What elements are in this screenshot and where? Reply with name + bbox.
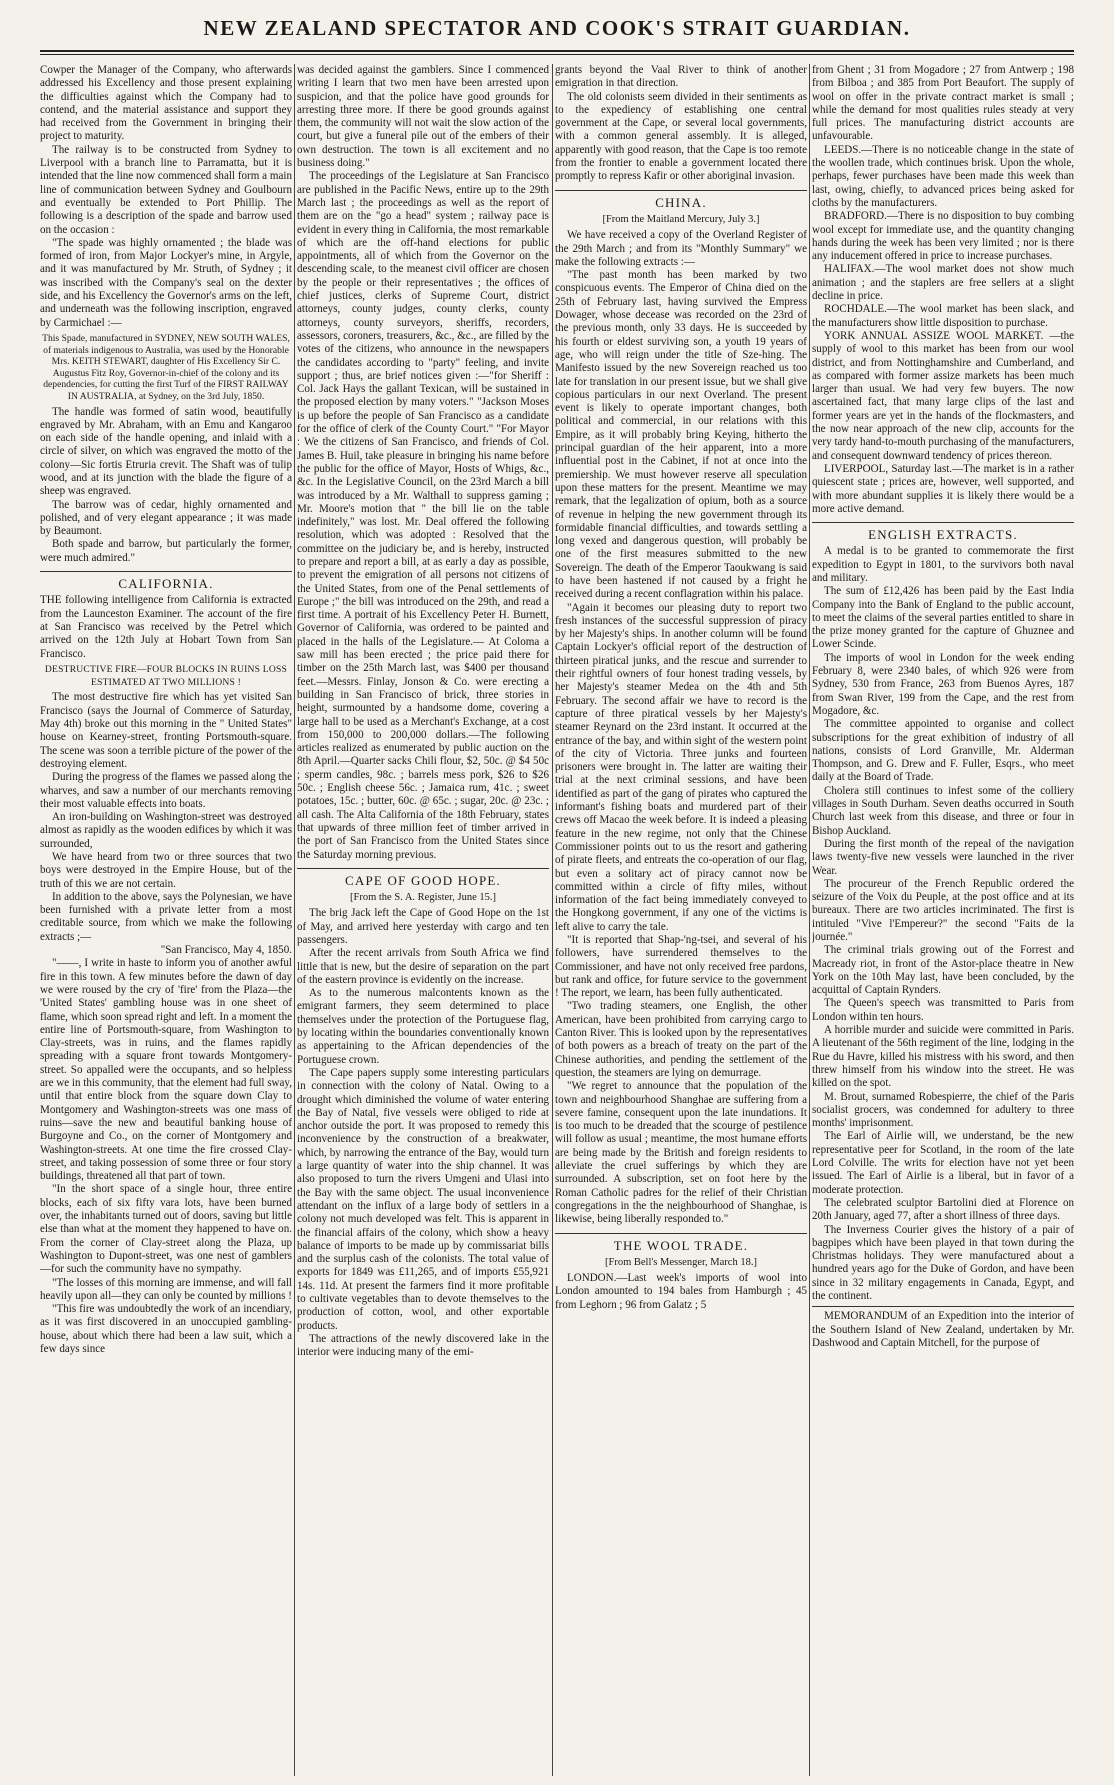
letter-dateline: "San Francisco, May 4, 1850. <box>160 944 292 957</box>
masthead-rule <box>40 50 1074 52</box>
paragraph: MEMORANDUM of an Expedition into the interior of the Southern Island of New Zealand, undertaken by Mr. Dashwood and Captain Mitchell, for the purpose of <box>812 1306 1074 1350</box>
paragraph: "Two trading steamers, one English, the other American, have been prohibited from carrying cargo to Canton River. This is looked upon by the representatives of both powers as a breach of treaty on the part of the Chinese authorities, and pending the settlement of the question, the steamers are lying on demurrage. <box>555 1000 807 1079</box>
paragraph: Cowper the Manager of the Company, who afterwards addressed his Excellency and those present explaining the difficulties against which the Company had to contend, and the material assistance and support they had received from the Government in bringing their project to maturity. <box>40 64 292 143</box>
column-1 <box>40 64 292 1776</box>
section-heading-california: CALIFORNIA. <box>40 571 292 590</box>
paragraph: "We regret to announce that the population of the town and neighbourhood Shanghae are suffering from a severe famine, consequent upon the late inundations. It is too much to be dreaded that the scourge of pestilence will follow as usual ; meantime, the most humane efforts are being made by the British and foreign residents to alleviate the cruel sufferings by which they are surrounded. A subscription, set on foot here by the Roman Catholic padres for the relief of their Christian congregations in the the neighbourhood of Shanghae, is likewise, being liberally responded to." <box>555 1080 807 1226</box>
paragraph: The celebrated sculptor Bartolini died at Florence on 20th January, aged 77, after a short illness of three days. <box>812 1196 1074 1223</box>
column-divider <box>552 64 553 1776</box>
paragraph: The Inverness Courier gives the history of a pair of bagpipes which have been played in that town during the Christmas holidays. They were manufactured about a hundred years ago for the Duke of Gordon, and have been since in 32 military engagements in Canada, Egypt, and the continent. <box>812 1223 1074 1303</box>
source-line: [From the Maitland Mercury, July 3.] <box>602 213 760 225</box>
spade-inscription: This Spade, manufactured in SYDNEY, NEW SOUTH WALES, of materials indigenous to Australia, was used by the Honorable Mrs. KEITH STEWART, daughter of His Excellency Sir C. Augustus Fitz Roy, Governor-in-chief of the colony and its dependencies, for cutting the first Turf of the FIRST RAILWAY IN AUSTRALIA, at Sydney, on the 3rd July, 1850. <box>42 332 290 402</box>
paragraph: "——, I write in haste to inform you of another awful fire in this town. A few minutes before the dawn of day we were roused by the cry of 'fire' from the Plaza—the 'United States' gambling house was in one sheet of flame, which soon spread right and left. In a moment the entire line of Portsmouth-square, from Washington to Clay-streets, was in ruins, and the flames rapidly spreading with a square front towards Montgomery-street. So appalled were the occupants, and so helpless are we in this community, that the element had full sway, until that entire block from the square down Clay to Montgomery and Washington-streets was one mass of ruins—save the new and beautiful banking house of Burgoyne and Co., on the corner of Montgomery and Washington-streets. At one time the fire crossed Clay-street, and taking possession of some three or four story buildings, threatened all that part of town. <box>40 957 292 1183</box>
paragraph: YORK ANNUAL ASSIZE WOOL MARKET. —the supply of wool to this market has been from our wool district, and from Nottinghamshire and Cumberland, and as compared with former assize markets has been much larger than usual. We had very few buyers. The now ascertained fact, that many large clips of the last and former years are yet in the hands of the flockmasters, and the now near approach of the new clip, accounts for the very tardy hand-to-mouth purchasing of the manufacturers, and consequent downward tendency of prices thereon. <box>812 329 1074 462</box>
paragraph: HALIFAX.—The wool market does not show much animation ; and the staplers are free sellers at a slight decline in price. <box>812 263 1074 303</box>
paragraph: An iron-building on Washington-street was destroyed almost as rapidly as the wooden edifices by which it was surrounded, <box>40 811 292 850</box>
paragraph: ROCHDALE.—The wool market has been slack, and the manufacturers show little disposition to purchase. <box>812 303 1074 329</box>
paragraph: BRADFORD.—There is no disposition to buy combing wool except for immediate use, and the quantity changing hands during the week has been very limited ; nor is there any inducement offered in price to increase purchases. <box>812 210 1074 263</box>
paragraph: We have received a copy of the Overland Register of the 29th March ; and from its "Monthly Summary" we make the following extracts :— <box>555 229 807 268</box>
column-divider <box>809 64 810 1776</box>
paragraph: The railway is to be constructed from Sydney to Liverpool with a branch line to Parramatta, but it is intended that the line now commenced shall form a main line of communication between Sydney and Goulbourn and eventually be extended to Port Phillip. The following is a description of the spade and barrow used on the occasion : <box>40 143 292 236</box>
paragraph: LIVERPOOL, Saturday last.—The market is in a rather quiescent state ; prices are, however, well supported, and with more abundant supplies it is likely there would be a more active demand. <box>812 462 1074 515</box>
paragraph: The handle was formed of satin wood, beautifully engraved by Mr. Abraham, with an Emu and Kangaroo on each side of the handle opening, and inlaid with a circle of silver, on which was engraved the motto of the colony—Sic fortis Etruria crevit. The Shaft was of tulip wood, and at its junction with the blade the figure of a sheep was engraved. <box>40 405 292 498</box>
paragraph: The attractions of the newly discovered lake in the interior were inducing many of the emi- <box>297 1332 549 1359</box>
paragraph: As to the numerous malcontents known as the emigrant farmers, they seem determined to place themselves under the protection of the Portuguese flag, by locating within the boundaries conventionally known as appertaining to the African dependencies of the Portuguese crown. <box>297 987 549 1066</box>
source-line: [From Bell's Messenger, March 18.] <box>605 1256 757 1268</box>
paragraph: "The past month has been marked by two conspicuous events. The Emperor of China died on the 25th of February last, having survived the Empress Dowager, whose decease was recorded on the 23rd of the previous month, only 33 days. He is succeeded by his fourth or eldest surviving son, a youth 19 years of age, who will reign under the title of Sze-hing. The Manifesto issued by the new Sovereign reached us too late for translation in our present issue, but we shall give copious particulars in our next Overland. The present event is likely to operate important changes, both political and commercial, in our relations with this Empire, as it will probably bring Keying, hitherto the principal guardian of the heir apparent, into a more influential post in the Cabinet, if not at once into the premiership. We must however reserve all speculation upon these matters for the present. Meantime we may remark, that the legalization of opium, both as a source of revenue in helping the new government through its formidable financial difficulties, and towards settling a long vexed and dangerous question, will probably be one of the first measures submitted to the new Sovereign. The death of the Emperor Taoukwang is said to have been hastened if not caused by a fright he received during a recent conflagration within his palace. <box>555 269 807 601</box>
paragraph: During the first month of the repeal of the navigation laws twenty-five new vessels were launched in the river Wear. <box>812 837 1074 877</box>
column-divider <box>294 64 295 1776</box>
source-line: [From the S. A. Register, June 15.] <box>350 892 496 904</box>
paragraph: During the progress of the flames we passed along the wharves, and saw a number of our merchants removing their most valuable effects into boats. <box>40 771 292 810</box>
paragraph: "It is reported that Shap-'ng-tsei, and several of his followers, have surrendered themselves to the Commissioner, and have not only received free pardons, but rank and office, for future service to the government ! The report, we learn, has been fully authenticated. <box>555 934 807 1000</box>
paragraph: LONDON.—Last week's imports of wool into London amounted to 194 bales from Hamburgh ; 45 from Leghorn ; 96 from Galatz ; 5 <box>555 1272 807 1311</box>
paragraph: The committee appointed to organise and collect subscriptions for the great exhibition of industry of all nations, consists of Lord Granville, Mr. Alderman Thompson, and G. Drew and F. Fuller, Esqrs., who meet daily at the Board of Trade. <box>812 718 1074 784</box>
paragraph: "In the short space of a single hour, three entire blocks, each of six fifty vara lots, have been burned over, the inhabitants turned out of doors, saving but little else than what at the moment they happened to have on. From the corner of Clay-street along the Plaza, up Washington to Dupont-street, was one nest of gamblers—for such the community have no sympathy. <box>40 1183 292 1276</box>
paragraph: Cholera still continues to infest some of the colliery villages in South Durham. Seven deaths occurred in South Church last week from this disease, and three or four in Bishop Auckland. <box>812 784 1074 837</box>
column-2 <box>297 64 549 1776</box>
paragraph: The Cape papers supply some interesting particulars in connection with the colony of Natal. Owing to a drought which diminished the volume of water entering the Bay of Natal, five vessels were obliged to ride at anchor outside the port. It was proposed to remedy this inconvenience by the construction of a breakwater, which, by narrowing the entrance of the Bay, would turn a large quantity of water into the ship channel. It was also proposed to turn the rivers Umgeni and Ulasi into the Bay with the same object. The usual inconvenience attendant on the influx of a large body of settlers in a colony not much developed was felt. This is apparent in the financial affairs of the colony, which show a heavy balance of imports to be made up by commissariat bills and the surplus cash of the colonists. The total value of exports for 1849 was £11,265, and of imports £55,921 14s. 11d. At present the farmers find it more profitable to cultivate vegetables than to devote themselves to the production of cotton, wool, and other exportable products. <box>297 1066 549 1332</box>
paragraph: The criminal trials growing out of the Forrest and Macready riot, in front of the Astor-place theatre in New York on the 10th May last, have been concluded, by the acquittal of Captain Rynders. <box>812 944 1074 997</box>
paragraph: The Earl of Airlie will, we understand, be the new representative peer for Scotland, in the room of the late Lord Colville. The writs for election have not yet been issued. The Earl of Airlie is a liberal, but in favor of a moderate protection. <box>812 1130 1074 1196</box>
paragraph: THE following intelligence from California is extracted from the Launceston Examiner. The account of the fire at San Francisco was received by the Petrel which arrived on the 12th July at Hobart Town from San Francisco. <box>40 594 292 660</box>
paragraph: The Queen's speech was transmitted to Paris from London within ten hours. <box>812 997 1074 1023</box>
paragraph: grants beyond the Vaal River to think of another emigration in that direction. <box>555 64 807 90</box>
section-heading-wool-trade: THE WOOL TRADE. <box>555 1233 807 1252</box>
paragraph: LEEDS.—There is no noticeable change in the state of the woollen trade, which continues brisk. Upon the whole, perhaps, fewer purchases have been made this week than last, owing, chiefly, to advanced prices being asked for cloths by the manufacturers. <box>812 143 1074 209</box>
paragraph: Both spade and barrow, but particularly the former, were much admired." <box>40 538 292 564</box>
paragraph: "The spade was highly ornamented ; the blade was formed of iron, from Major Lockyer's mine, in Argyle, and it was manufactured by Mr. Struth, of Sydney ; it was inscribed with the Company's seal on the dexter side, and his Excellency the Governor's arms on the left, and underneath was the following inscription, engraved by Carmichael :— <box>40 236 292 329</box>
paragraph: M. Brout, surnamed Robespierre, the chief of the Paris socialist grocers, was condemned for adultery to three months' imprisonment. <box>812 1090 1074 1130</box>
paragraph: was decided against the gamblers. Since I commenced writing I learn that two men have been arrested upon suspicion, and that the police have good grounds for arresting three more. If there be good grounds against them, the community will not wait the slow action of the court, but give a funeral pile out of the embers of their own destruction. The town is all excitement and no business doing." <box>297 64 549 170</box>
paragraph: "This fire was undoubtedly the work of an incendiary, as it was first discovered in an unoccupied gambling-house, about which there had been a law suit, which a few days since <box>40 1303 292 1355</box>
paragraph: The imports of wool in London for the week ending February 8, were 2340 bales, of which 926 were from Sydney, 530 from France, 263 from Buenos Ayres, 187 from Swan River, 199 from the Cape, and the rest from Mogadore, &c. <box>812 651 1074 717</box>
paragraph: In addition to the above, says the Polynesian, we have been furnished with a private letter from a most creditable source, from which we make the following extracts ;— <box>40 890 292 943</box>
paragraph: After the recent arrivals from South Africa we find little that is new, but the desire of separation on the part of the eastern province is evidently on the increase. <box>297 947 549 986</box>
paragraph: The brig Jack left the Cape of Good Hope on the 1st of May, and arrived here yesterday with cargo and ten passengers. <box>297 907 549 946</box>
column-4 <box>812 64 1074 1776</box>
column-3 <box>555 64 807 1776</box>
subheading: DESTRUCTIVE FIRE—FOUR BLOCKS IN RUINS LOSS ESTIMATED AT TWO MILLIONS ! <box>44 663 288 689</box>
paragraph: The sum of £12,426 has been paid by the East India Company into the Bank of England to the public account, to meet the claims of the several parties entitled to share in the prize money granted for the capture of Ghuznee and Lower Scinde. <box>812 585 1074 651</box>
section-heading-english-extracts: ENGLISH EXTRACTS. <box>812 522 1074 541</box>
paragraph: The barrow was of cedar, highly ornamented and polished, and of very elegant appearance ; it was made by Beaumont. <box>40 498 292 538</box>
paragraph: A medal is to be granted to commemorate the first expedition to Egypt in 1801, to the survivors both naval and military. <box>812 545 1074 584</box>
paragraph: We have heard from two or three sources that two boys were destroyed in the Empire House, but of the truth of this we are not certain. <box>40 851 292 890</box>
masthead: NEW ZEALAND SPECTATOR AND COOK'S STRAIT GUARDIAN. <box>203 16 911 40</box>
paragraph: The procureur of the French Republic ordered the seizure of the Voix du Peuple, at the post office and at its bureaux. There are two articles incriminated. The first is intituled "Vive l'Empereur?" the second "Faits de la journée." <box>812 877 1074 943</box>
section-heading-china: CHINA. <box>555 190 807 209</box>
paragraph: from Ghent ; 31 from Mogadore ; 27 from Antwerp ; 198 from Bilboa ; and 385 from Port Beaufort. The supply of wool on offer in the private contract market is small ; while the demand for most qualities rules steady at very full prices. The manufacturing district accounts are unfavourable. <box>812 64 1074 143</box>
paragraph: The old colonists seem divided in their sentiments as to the expediency of establishing one central government at the Cape, or several local governments, with a common general assembly. It is alleged, apparently with good reason, that the Cape is too remote from the frontier to enable a government located there promptly to repress Kafir or other aboriginal invasion. <box>555 90 807 183</box>
paragraph: The most destructive fire which has yet visited San Francisco (says the Journal of Commerce of Saturday, May 4th) broke out this morning in the " United States" house on Kearney-street, fronting Portsmouth-square. The scene was soon a terrible picture of the power of the destroying element. <box>40 691 292 770</box>
paragraph: A horrible murder and suicide were committed in Paris. A lieutenant of the 56th regiment of the line, lodging in the Rue du Havre, killed his mistress with his sword, and then threw himself from his window into the street. He was killed on the spot. <box>812 1024 1074 1090</box>
paragraph: "Again it becomes our pleasing duty to report two fresh instances of the successful suppression of piracy by her Majesty's ships. In another column will be found Captain Lockyer's official report of the destruction of thirteen piratical junks, and the rescue and surrender to their rightful owners of four honest trading vessels, by her Majesty's steamer Medea on the 4th and 5th February. The second affair we have to record is the capture of three piratical vessels by her Majesty's steamer Reynard on the 23rd instant. It occurred at the entrance of the bay, and within sight of the western point of the city of Victoria. Three junks and fourteen prisoners were brought in. The latter are waiting their trial at the next criminal sessions, and have been identified as part of the gang of pirates who captured the informant's fishing boats and murdered part of their crews off Macao the week before. It is indeed a pleasing feature in the new regime, not only that the Chinese Commissioner points out to us the resort and gathering of pirate fleets, and entreats the co-operation of our flag, but even a solitary act of piracy cannot now be committed within a circle of fifty miles, without information of the fact being immediately conveyed to the Hongkong government, if any one of the victims is left alive to carry the tale. <box>555 601 807 933</box>
paragraph: The proceedings of the Legislature at San Francisco are published in the Pacific News, entire up to the 29th March last ; the proceedings as well as the report of them are on the "go a head" system ; railway pace is evident in every thing in California, the most remarkable of which are the off-hand elections for public appointments, all of which from the Governor on the descending scale, to the meanest civil officer are chosen by the people or their representatives ; the offices of chief justices, clerks of Supreme Court, district attorneys, county judges, county clerks, county attorneys, county surveyors, sheriffs, recorders, assessors, coroners, treasurers, &c., &c., are filled by the votes of the citizens, who announce in the newspapers the candidates according to "party" feeling, and invite support ; thus, are brief notices given :—"for Sheriff : Col. Jack Hays the gallant Texican, will be sustained in the proposed election by many voters." "Jackson Moses is up before the people of San Francisco as a candidate for the office of clerk of the County Court." "For Mayor : We the citizens of San Francisco, and friends of Col. James B. Huil, take pleasure in bringing his name before the public for the office of Mayor, Hosts of Whigs, &c., &c. In the Legislative Council, on the 23rd March a bill was introduced by a Mr. Walthall to suppress gaming ; Mr. Moore's motion that " the bill lie on the table indefinitely," was lost. Mr. Deal offered the following resolution, which was adopted : Resolved that the committee on the judiciary be, and is hereby, instructed to prepare and report a bill, at as early a day as possible, to prevent the emigration of all persons not citizens of the United States, from one of the Penal settlements of Europe ;" the bill was introduced on the 29th, and read a first time. A portrait of his Excellency Peter H. Burnett, Governor of California, was ordered to be painted and placed in the halls of the Legislature.— At Coloma a saw mill has been erected ; the price paid there for timber on the 25th March last, was $400 per thousand feet.—Messrs. Finlay, Jonson & Co. were erecting a building in San Francisco of brick, three stories in height, surmounted by a handsome dome, covering a large hall to be used as a Merchant's Exchange, at a cost from 150,000 to 200,000 dollars.—The following articles realized as enumerated by public auction on the 8th April.—Quarter sacks Chili flour, $2, 50c. @ $4 50c ; sperm candles, 98c. ; barrels mess pork, $26 to $26 50c. ; English cheese 56c. ; Jamaica rum, 41c. ; sweet potatoes, 15c. ; butter, 60c. @ 65c. ; sugar, 20c. @ 23c. ; all cash. The Alta California of the 18th February, states that upwards of three million feet of timber arrived in the port of San Francisco from the United States since the Saturday morning previous. <box>297 170 549 861</box>
masthead-rule-thin <box>40 54 1074 55</box>
section-heading-cape-of-good-hope: CAPE OF GOOD HOPE. <box>297 868 549 887</box>
paragraph: "The losses of this morning are immense, and will fall heavily upon all—they can only be counted by millions ! <box>40 1276 292 1302</box>
